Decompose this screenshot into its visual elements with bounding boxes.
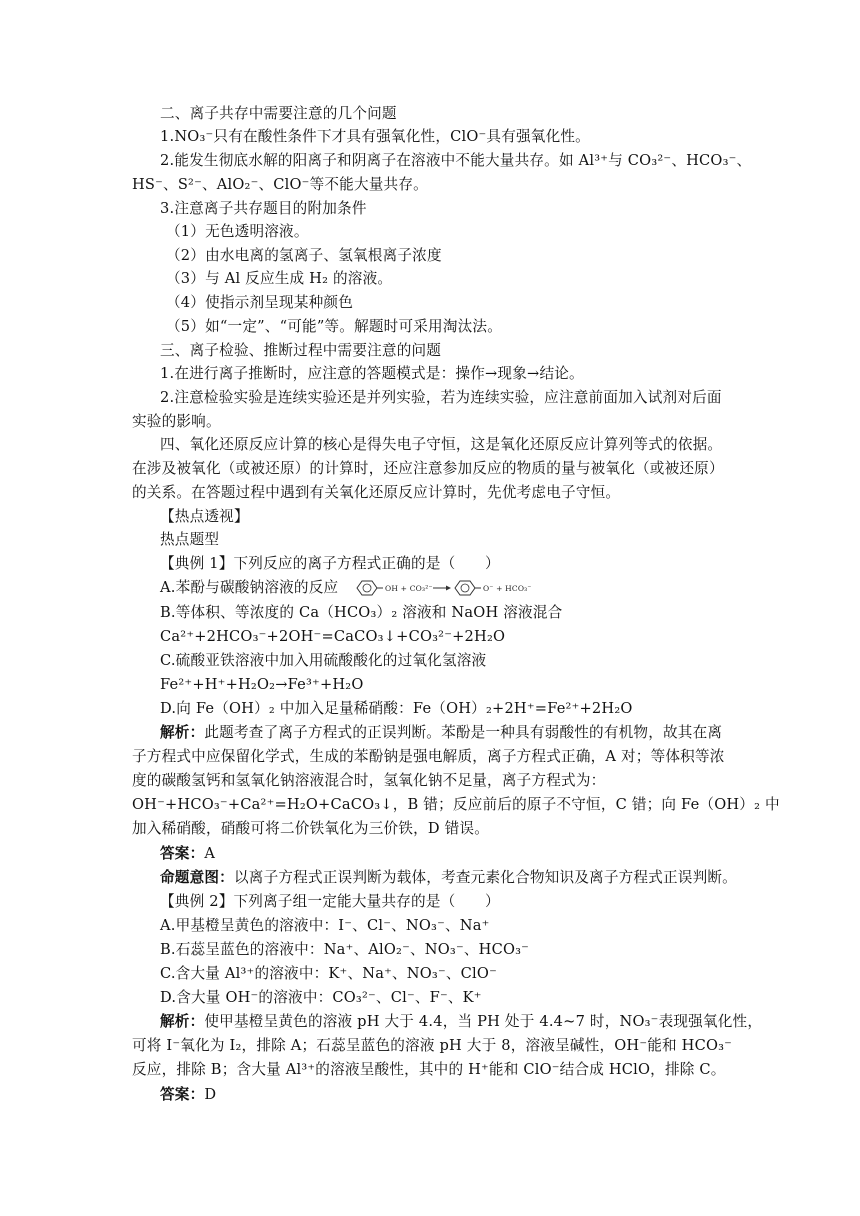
intent-label: 命题意图：	[160, 869, 234, 886]
text-line: 可将 I⁻氧化为 I₂，排除 A；石蕊呈蓝色的溶液 pH 大于 8，溶液呈碱性，OH⁻能和 HCO₃⁻	[132, 1037, 733, 1054]
phenol-reaction-image	[349, 578, 539, 598]
answer-value: D	[204, 1086, 217, 1103]
analysis-text: 此题考查了离子方程式的正误判断。苯酚是一种具有弱酸性的有机物，故其在离	[204, 724, 723, 741]
equation-line: Fe²⁺+H⁺+H₂O₂→Fe³⁺+H₂O	[160, 676, 364, 693]
option-b-line: B.等体积、等浓度的 Ca（HCO₃）₂ 溶液和 NaOH 溶液混合	[160, 604, 563, 621]
text-line: 的关系。在答题过程中遇到有关氧化还原反应计算时，先优考虑电子守恒。	[132, 484, 621, 501]
option-a-line: A.甲基橙呈黄色的溶液中：I⁻、Cl⁻、NO₃⁻、Na⁺	[160, 917, 490, 934]
text-line: （2）由水电离的氢离子、氢氧根离子浓度	[166, 247, 442, 264]
analysis-1-line	[160, 722, 760, 744]
option-c-line: C.含大量 Al³⁺的溶液中：K⁺、Na⁺、NO₃⁻、ClO⁻	[160, 965, 497, 982]
text-line: 1.在进行离子推断时，应注意的答题模式是：操作→现象→结论。	[160, 365, 584, 382]
answer-value: A	[204, 845, 216, 862]
reaction-left-text: OH + CO₃²⁻	[385, 584, 433, 593]
reaction-right-text: O⁻ + HCO₃⁻	[483, 584, 532, 593]
hotspot-heading: 【热点透视】	[160, 508, 249, 525]
answer-label: 答案：	[160, 1086, 205, 1103]
option-d-line: D.向 Fe（OH）₂ 中加入足量稀硝酸：Fe（OH）₂+2H⁺=Fe²⁺+2H₂O	[160, 700, 633, 717]
answer-2-line	[160, 1084, 760, 1106]
answer-label: 答案：	[160, 845, 205, 862]
text-line: 反应，排除 B；含大量 Al³⁺的溶液呈酸性，其中的 H⁺能和 ClO⁻结合成 HClO，排除 C。	[132, 1061, 726, 1078]
answer-1-line	[160, 843, 760, 865]
text-line: OH⁻+HCO₃⁻+Ca²⁺=H₂O+CaCO₃↓，B 错；反应前后的原子不守恒，C 错；向 Fe（OH）₂ 中	[132, 796, 780, 813]
section-heading-2: 二、离子共存中需要注意的几个问题	[160, 105, 397, 122]
option-c-line: C.硫酸亚铁溶液中加入用硫酸酸化的过氧化氢溶液	[160, 652, 487, 669]
text-line: 加入稀硝酸，硝酸可将二价铁氧化为三价铁，D 错误。	[132, 820, 489, 837]
text-line: （4）使指示剂呈现某种颜色	[166, 294, 354, 311]
analysis-text: 使甲基橙呈黄色的溶液 pH 大于 4.4，当 PH 处于 4.4~7 时，NO₃⁻表现强氧化性，	[204, 1013, 763, 1030]
section-heading-3: 三、离子检验、推断过程中需要注意的问题	[160, 342, 442, 359]
text-line: 1.NO₃⁻只有在酸性条件下才具有强氧化性，ClO⁻具有强氧化性。	[160, 128, 590, 145]
text-line: 在涉及被氧化（或被还原）的计算时，还应注意参加反应的物质的量与被氧化（或被还原）	[132, 460, 724, 477]
text-line: （5）如“一定”、“可能”等。解题时可采用淘汰法。	[166, 318, 503, 335]
text-line: 2.注意检验实验是连续实验还是并列实验，若为连续实验，应注意前面加入试剂对后面	[160, 389, 722, 406]
text-line: 3.注意离子共存题目的附加条件	[160, 200, 367, 217]
analysis-2-line	[160, 1011, 763, 1033]
option-b-line: B.石蕊呈蓝色的溶液中：Na⁺、AlO₂⁻、NO₃⁻、HCO₃⁻	[160, 941, 530, 958]
text-line: 实验的影响。	[132, 413, 221, 430]
equation-line: Ca²⁺+2HCO₃⁻+2OH⁻=CaCO₃↓+CO₃²⁻+2H₂O	[160, 628, 506, 645]
intent-text: 以离子方程式正误判断为载体，考查元素化合物知识及离子方程式正误判断。	[233, 869, 737, 886]
example-1-question: 【典例 1】下列反应的离子方程式正确的是（ ）	[160, 555, 500, 572]
text-line: （3）与 Al 反应生成 H₂ 的溶液。	[166, 270, 393, 287]
intent-line	[160, 867, 760, 889]
text-line: （1）无色透明溶液。	[166, 223, 309, 240]
example-2-question: 【典例 2】下列离子组一定能大量共存的是（ ）	[160, 893, 500, 910]
option-a-text: A.苯酚与碳酸钠溶液的反应	[160, 579, 339, 596]
option-a-line	[160, 577, 760, 599]
option-d-line: D.含大量 OH⁻的溶液中：CO₃²⁻、Cl⁻、F⁻、K⁺	[160, 989, 482, 1006]
text-line: 2.能发生彻底水解的阳离子和阴离子在溶液中不能大量共存。如 Al³⁺与 CO₃²⁻、HCO₃⁻、	[160, 152, 752, 169]
text-line: 度的碳酸氢钙和氢氧化钠溶液混合时，氢氧化钠不足量，离子方程式为：	[132, 772, 606, 789]
section-heading-4: 四、氧化还原反应计算的核心是得失电子守恒，这是氧化还原反应计算列等式的依据。	[160, 436, 723, 453]
text-line: HS⁻、S²⁻、AlO₂⁻、ClO⁻等不能大量共存。	[132, 176, 428, 193]
text-line: 子方程式中应保留化学式，生成的苯酚钠是强电解质，离子方程式正确，A 对；等体积等浓	[132, 748, 725, 765]
text-line: 热点题型	[160, 531, 220, 548]
analysis-label: 解析：	[160, 1013, 205, 1030]
analysis-label: 解析：	[160, 724, 205, 741]
